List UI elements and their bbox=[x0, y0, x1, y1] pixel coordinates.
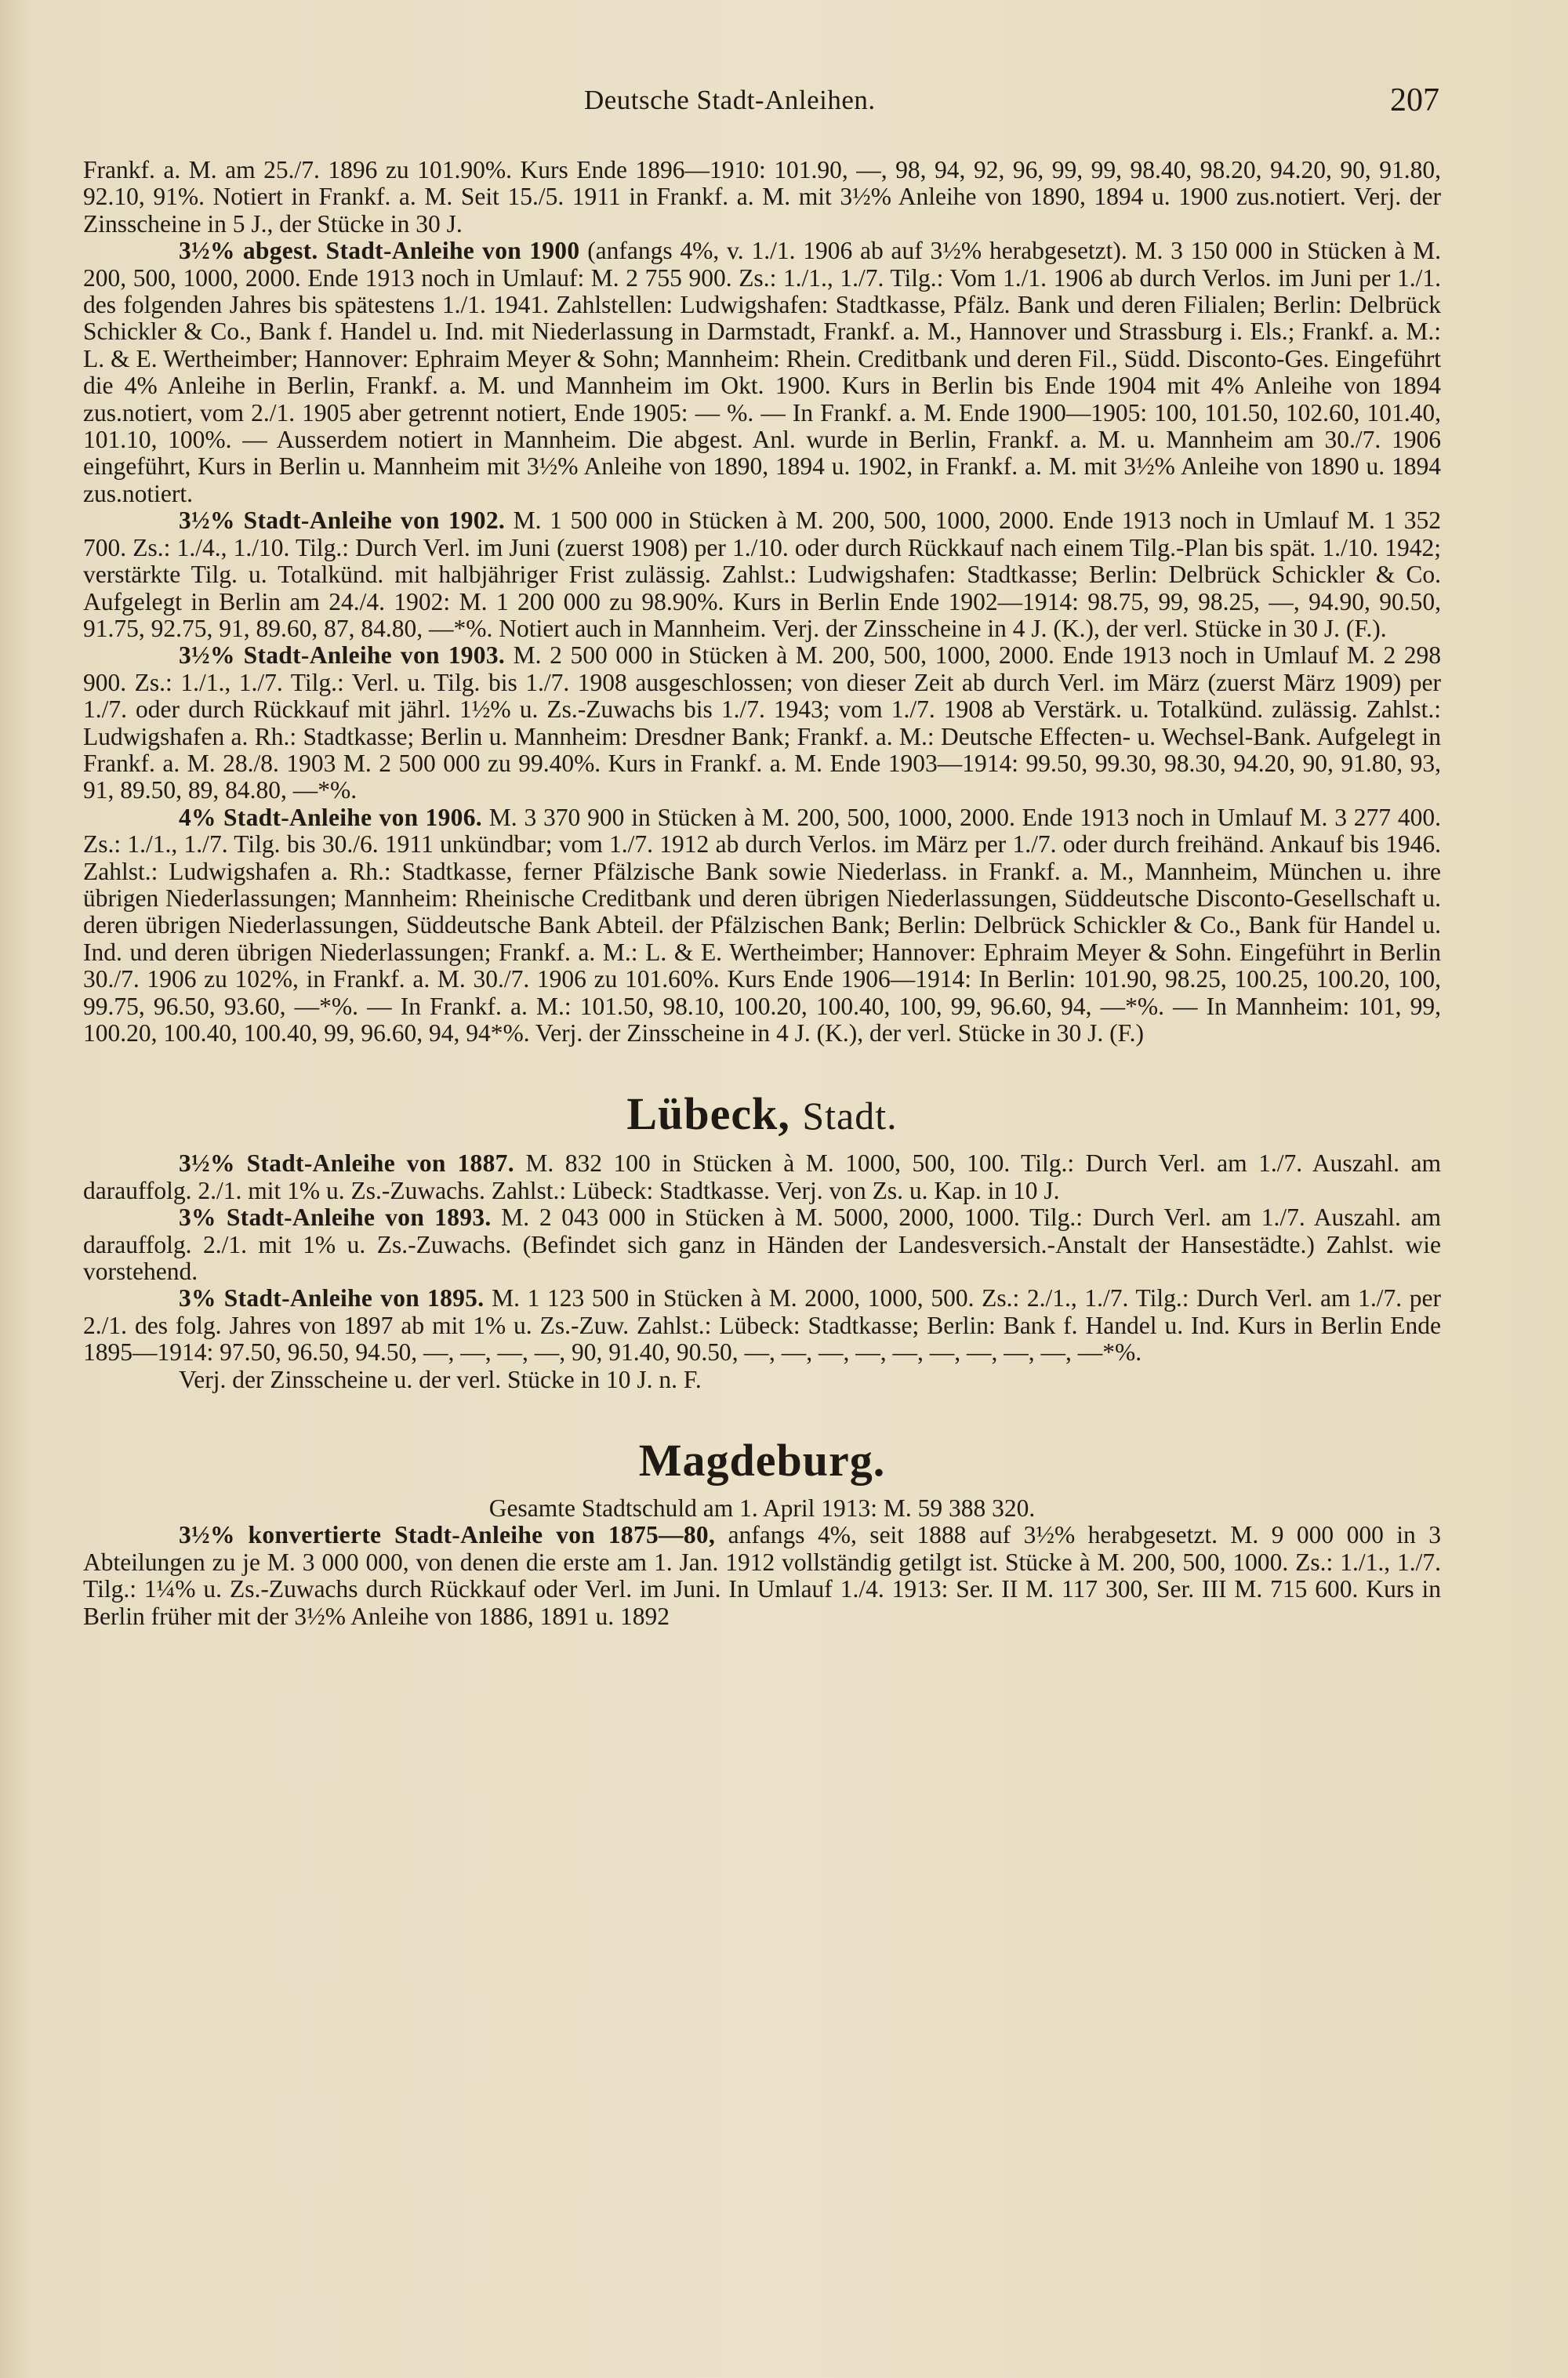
continued-paragraph bbox=[83, 157, 1441, 238]
loan-title: 3½% konvertierte Stadt-Anleihe von 1875—80, bbox=[179, 1521, 716, 1549]
loan-entry-ludwigshafen-1903 bbox=[83, 642, 1441, 804]
loan-entry-luebeck-1893 bbox=[83, 1204, 1441, 1285]
loan-title: 3% Stadt-Anleihe von 1893. bbox=[179, 1204, 492, 1232]
loan-text: M. 1 123 500 in Stücken à M. 2000, 1000, 500. Zs.: 2./1., 1./7. Tilg.: Durch Verl. am 1./7. per 2./1. des folg. Jahres von 1897 ab mit 1% u. Zs.-Zuw. Zahlst.: Lübeck: Stadtkasse; Berlin: Bank f. Handel u. Ind. Kurs in Berlin Ende 1895—1914: 97.50, 96.50, 94.50, —, —, —, —, 90, 91.40, 90.50, —, —, —, —, —, —, —, —, —, —*%. bbox=[83, 1284, 1442, 1367]
loan-text: Verj. der Zinsscheine u. der verl. Stücke in 10 J. n. F. bbox=[179, 1365, 702, 1393]
section-heading-main: Lübeck, bbox=[626, 1088, 790, 1140]
loan-title: 3½% abgest. Stadt-Anleihe von 1900 bbox=[179, 237, 580, 265]
loan-title: 3% Stadt-Anleihe von 1895. bbox=[179, 1284, 485, 1312]
debt-total-line: Gesamte Stadtschuld am 1. April 1913: M. 59 388 320. bbox=[488, 1494, 1036, 1523]
loan-entry-luebeck-1887 bbox=[83, 1150, 1441, 1204]
page-header bbox=[0, 82, 1568, 132]
loan-text: anfangs 4%, seit 1888 auf 3½% herabgesetzt. M. 9 000 000 in 3 Abteilungen zu je M. 3 000 000, von denen die erste am 1. Jan. 1912 vollständig getilgt ist. Stücke à M. 200, 500, 1000. Zs.: 1./1., 1./7. Tilg.: 1¼% u. Zs.-Zuwachs durch Rückkauf oder Verl. im Juni. In Umlauf 1./4. 1913: Ser. II M. 117 300, Ser. III M. 715 600. Kurs in Berlin früher mit der 3½% Anleihe von 1886, 1891 u. 1892 bbox=[83, 1521, 1442, 1630]
page-number: 207 bbox=[1390, 82, 1439, 118]
loan-entry-ludwigshafen-1906 bbox=[83, 804, 1441, 1047]
loan-text: M. 1 500 000 in Stücken à M. 200, 500, 1000, 2000. Ende 1913 noch in Umlauf M. 1 352 700. Zs.: 1./4., 1./10. Tilg.: Durch Verl. im Juni (zuerst 1908) per 1./10. oder durch Rückkauf nach einem Tilg.-Plan bis spät. 1./10. 1942; verstärkte Tilg. u. Totalkünd. mit halbjähriger Frist zulässig. Zahlst.: Ludwigshafen: Stadtkasse; Berlin: Delbrück Schickler & Co. Aufgelegt in Berlin am 24./4. 1902: M. 1 200 000 zu 98.90%. Kurs in Berlin Ende 1902—1914: 98.75, 99, 98.25, —, 94.90, 90.50, 91.75, 92.75, 91, 89.60, 87, 84.80, —*%. Notiert auch in Mannheim. Verj. der Zinsscheine in 4 J. (K.), der verl. Stücke in 30 J. (F.). bbox=[83, 506, 1442, 642]
section-heading-sub: Stadt. bbox=[802, 1094, 898, 1138]
body-text bbox=[83, 157, 1441, 1630]
running-title: Deutsche Stadt-Anleihen. bbox=[584, 85, 876, 115]
loan-text: M. 2 500 000 in Stücken à M. 200, 500, 1000, 2000. Ende 1913 noch in Umlauf M. 2 298 900. Zs.: 1./1., 1./7. Tilg.: Verl. u. Tilg. bis 1./7. 1908 ausgeschlossen; von dieser Zeit ab durch Verl. im März (zuerst März 1909) per 1./7. oder durch Rückkauf mit jährl. 1½% u. Zs.-Zuwachs bis 1./7. 1943; vom 1./7. 1908 ab Verstärk. u. Totalkünd. zulässig. Zahlst.: Ludwigshafen a. Rh.: Stadtkasse; Berlin u. Mannheim: Dresdner Bank; Frankf. a. M.: Deutsche Effecten- u. Wechsel-Bank. Aufgelegt in Frankf. a. M. 28./8. 1903 M. 2 500 000 zu 99.40%. Kurs in Frankf. a. M. Ende 1903—1914: 99.50, 99.30, 98.30, 94.20, 90, 91.80, 93, 91, 89.50, 89, 84.80, —*%. bbox=[83, 641, 1442, 804]
section-heading-luebeck bbox=[83, 1089, 1441, 1141]
loan-entry-ludwigshafen-1900 bbox=[83, 238, 1441, 507]
loan-entry-magdeburg-1875 bbox=[83, 1522, 1441, 1630]
loan-title: 3½% Stadt-Anleihe von 1903. bbox=[179, 641, 506, 670]
loan-text: M. 2 043 000 in Stücken à M. 5000, 2000, 1000. Tilg.: Durch Verl. am 1./7. Auszahl. am darauffolg. 2./1. mit 1% u. Zs.-Zuwachs. (Befindet sich ganz in Händen der Landesversich.-Anstalt der Hansestädte.) Zahlst. wie vorstehend. bbox=[83, 1204, 1441, 1286]
loan-text: M. 3 370 900 in Stücken à M. 200, 500, 1000, 2000. Ende 1913 noch in Umlauf M. 3 277 400. Zs.: 1./1., 1./7. Tilg. bis 30./6. 1911 unkündbar; vom 1./7. 1912 ab durch Verlos. im März per 1./7. oder durch freihänd. Ankauf bis 1946. Zahlst.: Ludwigshafen a. Rh.: Stadtkasse, ferner Pfälzische Bank sowie Niederlass. in Frankf. a. M., Mannheim, München u. ihre übrigen Niederlassungen; Mannheim: Rheinische Creditbank und deren übrigen Niederlassungen, Süddeutsche Disconto-Gesellschaft u. deren übrigen Niederlassungen, Süddeutsche Bank Abteil. der Pfälzischen Bank; Berlin: Delbrück Schickler & Co., Bank für Handel u. Ind. und deren übrigen Niederlassungen; Frankf. a. M.: L. & E. Wertheimber; Hannover: Ephraim Meyer & Sohn. Eingeführt in Berlin 30./7. 1906 zu 102%, in Frankf. a. M. 30./7. 1906 zu 101.60%. Kurs Ende 1906—1914: In Berlin: 101.90, 98.25, 100.25, 100.20, 100, 99.75, 96.50, 93.60, —*%. — In Frankf. a. M.: 101.50, 98.10, 100.20, 100.40, 100, 99, 96.60, 94, —*%. — In Mannheim: 101, 99, 100.20, 100.40, 100.40, 99, 96.60, 94, 94*%. Verj. der Zinsscheine in 4 J. (K.), der verl. Stücke in 30 J. (F.) bbox=[83, 803, 1441, 1047]
section-heading-magdeburg bbox=[83, 1436, 1441, 1486]
continued-text: Frankf. a. M. am 25./7. 1896 zu 101.90%. Kurs Ende 1896—1910: 101.90, —, 98, 94, 92, 96, 99, 99, 98.40, 98.20, 94.20, 90, 91.80, 92.10, 91%. Notiert in Frankf. a. M. Seit 15./5. 1911 in Frankf. a. M. mit 3½% Anleihe von 1890, 1894 u. 1900 zus.notiert. Verj. der Zinsscheine in 5 J., der Stücke in 30 J. bbox=[83, 156, 1441, 238]
loan-title: 4% Stadt-Anleihe von 1906. bbox=[179, 803, 482, 831]
loan-title: 3½% Stadt-Anleihe von 1902. bbox=[179, 506, 506, 535]
section-heading-main: Magdeburg. bbox=[638, 1435, 886, 1487]
loan-text: M. 832 100 in Stücken à M. 1000, 500, 100. Tilg.: Durch Verl. am 1./7. Auszahl. am darauffolg. 2./1. mit 1% u. Zs.-Zuwachs. Zahlst.: Lübeck: Stadtkasse. Verj. von Zs. u. Kap. in 10 J. bbox=[83, 1149, 1441, 1204]
loan-entry-ludwigshafen-1902 bbox=[83, 507, 1441, 642]
loan-entry-luebeck-1895-tail bbox=[83, 1367, 1441, 1393]
loan-text: (anfangs 4%, v. 1./1. 1906 ab auf 3½% herabgesetzt). M. 3 150 000 in Stücken à M. 200, 500, 1000, 2000. Ende 1913 noch in Umlauf: M. 2 755 900. Zs.: 1./1., 1./7. Tilg.: Vom 1./1. 1906 ab durch Verlos. im Juni per 1./1. des folgenden Jahres bis spätestens 1./1. 1941. Zahlstellen: Ludwigshafen: Stadtkasse, Pfälz. Bank und deren Filialen; Berlin: Delbrück Schickler & Co., Bank f. Handel u. Ind. mit Niederlassung in Darmstadt, Frankf. a. M., Hannover und Strassburg i. Els.; Frankf. a. M.: L. & E. Wertheimber; Hannover: Ephraim Meyer & Sohn; Mannheim: Rhein. Creditbank und deren Fil., Südd. Disconto-Ges. Eingeführt die 4% Anleihe in Berlin, Frankf. a. M. und Mannheim im Okt. 1900. Kurs in Berlin bis Ende 1904 mit 4% Anleihe von 1894 zus.notiert, vom 2./1. 1905 aber getrennt notiert, Ende 1905: — %. — In Frankf. a. M. Ende 1900—1905: 100, 101.50, 102.60, 101.40, 101.10, 100%. — Ausserdem notiert in Mannheim. Die abgest. Anl. wurde in Berlin, Frankf. a. M. u. Mannheim am 30./7. 1906 eingeführt, Kurs in Berlin u. Mannheim mit 3½% Anleihe von 1890, 1894 u. 1902, in Frankf. a. M. mit 3½% Anleihe von 1890 u. 1894 zus.notiert. bbox=[83, 237, 1442, 507]
loan-entry-luebeck-1895 bbox=[83, 1285, 1441, 1366]
loan-title: 3½% Stadt-Anleihe von 1887. bbox=[179, 1149, 514, 1178]
